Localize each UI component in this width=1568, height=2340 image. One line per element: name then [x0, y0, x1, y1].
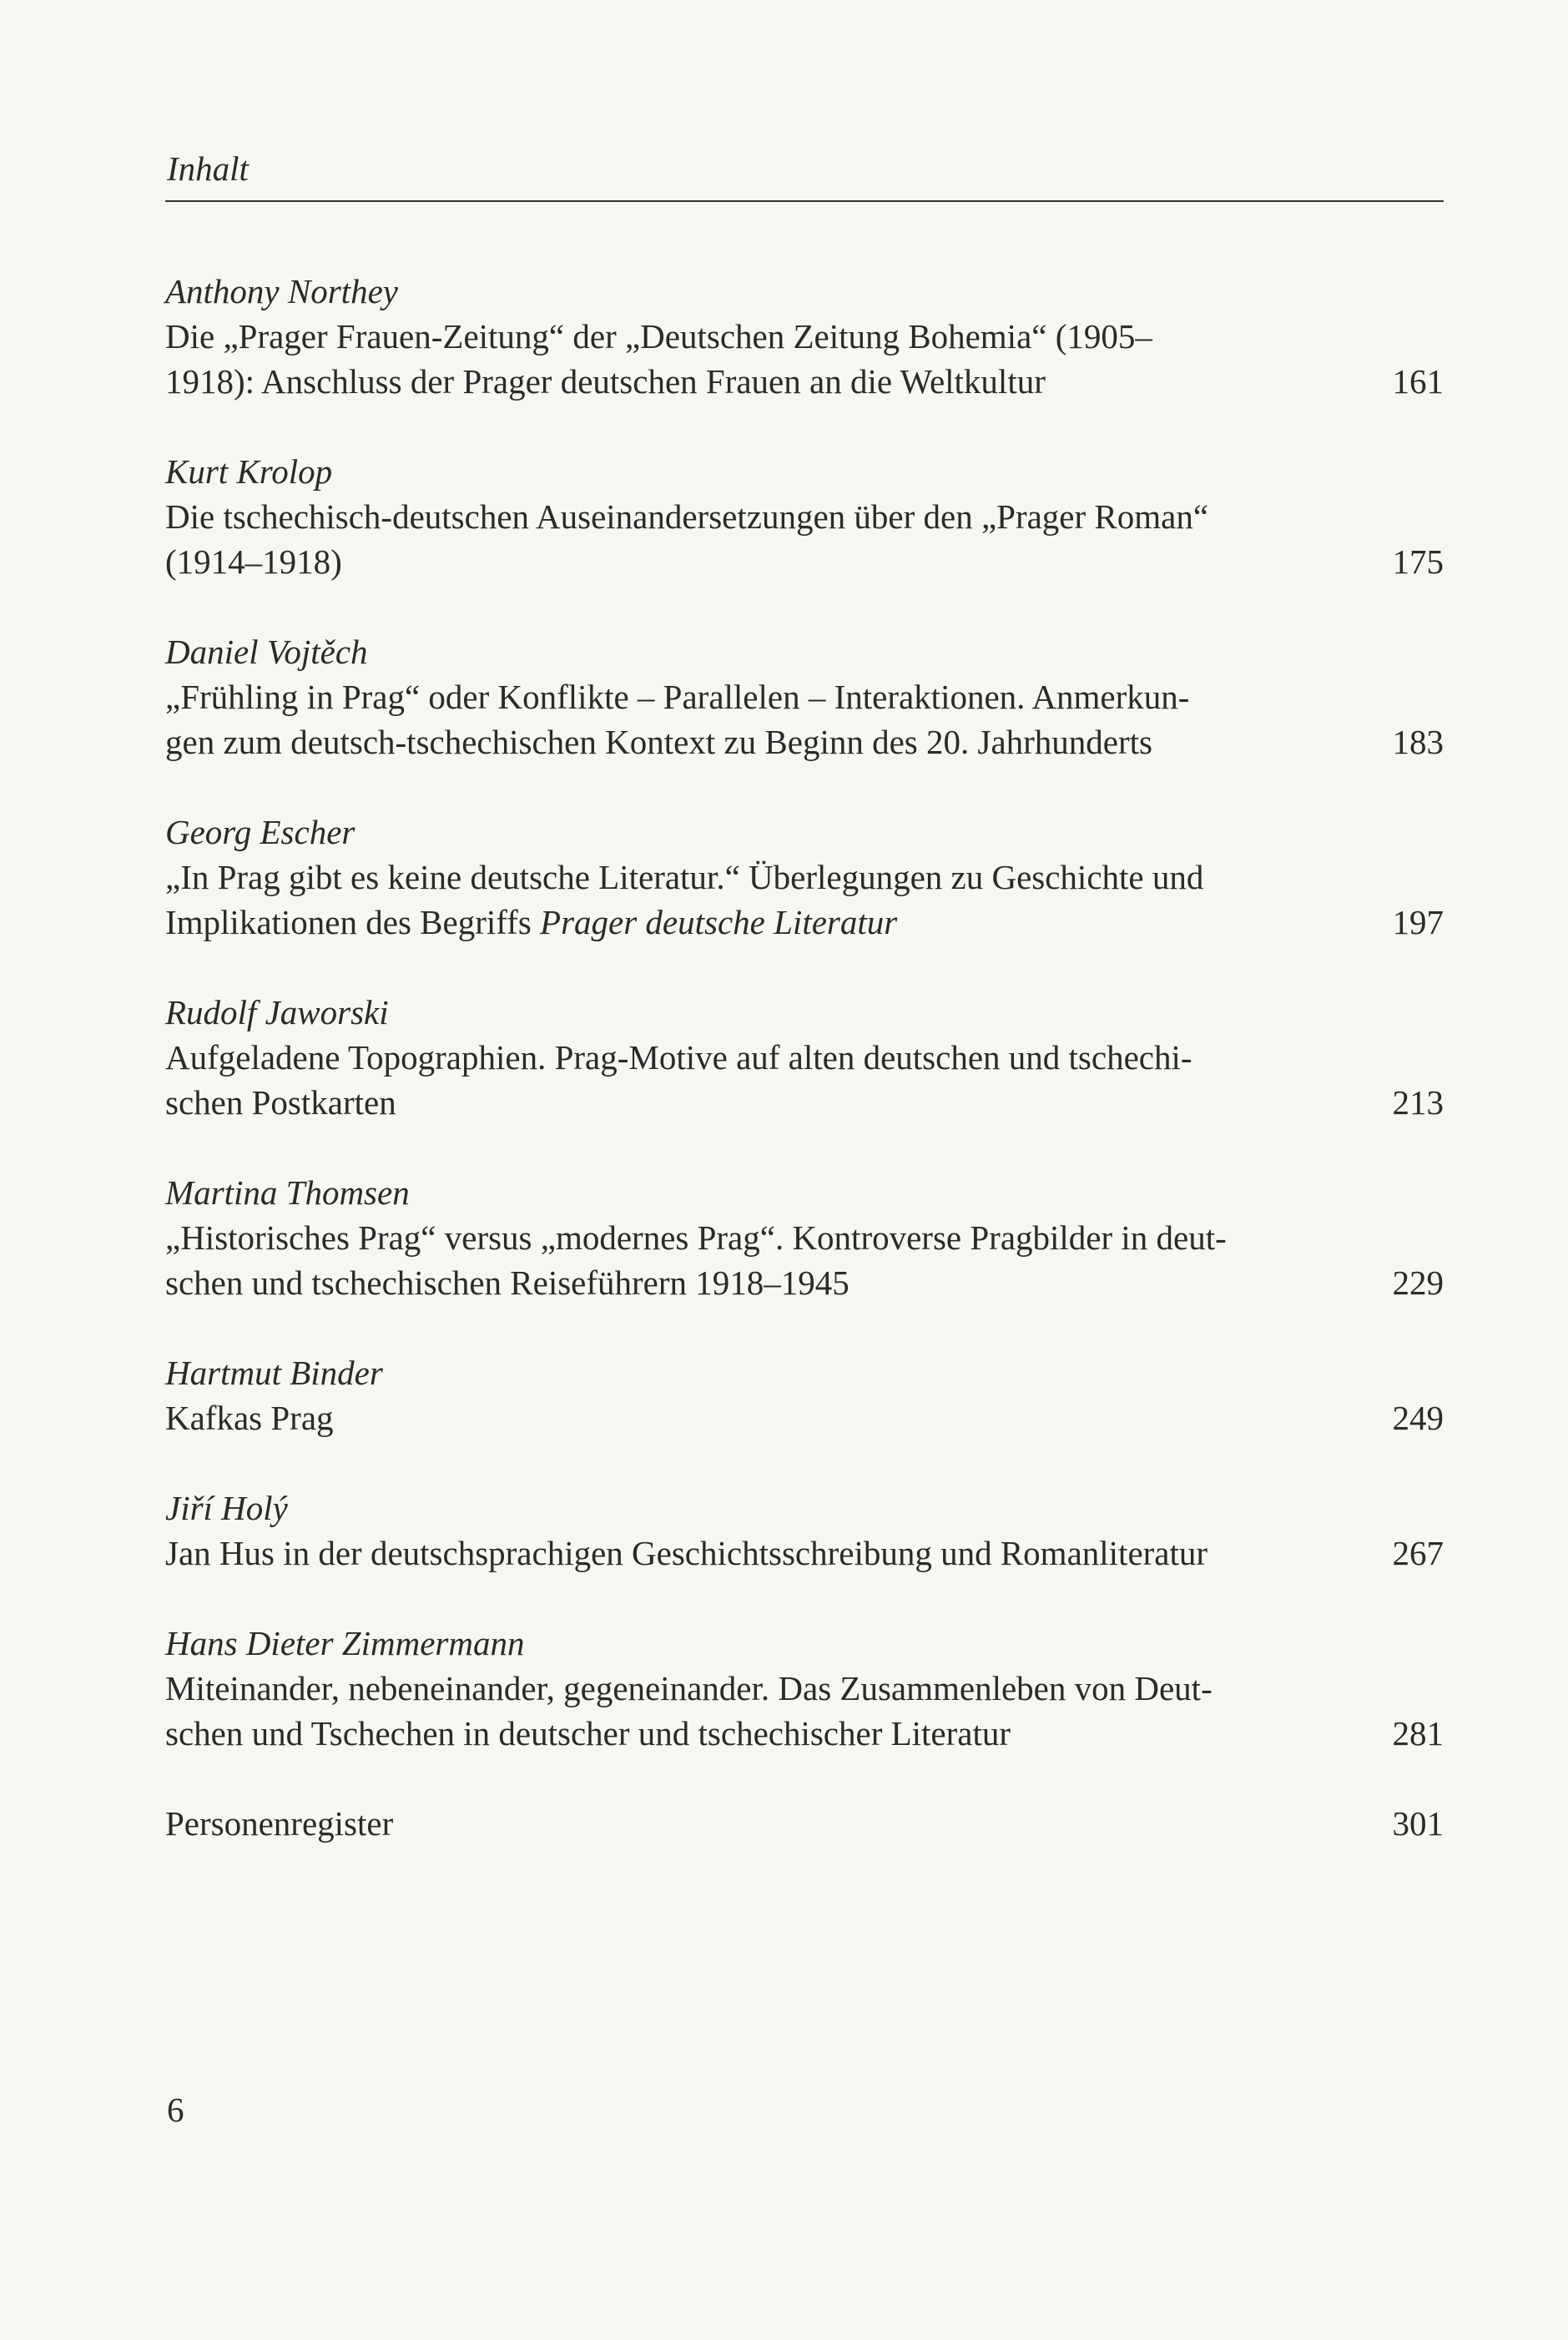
entry-page-number: 213	[1392, 1083, 1444, 1122]
entry-page-number: 249	[1392, 1399, 1444, 1437]
toc-entry	[165, 1485, 1444, 1576]
entry-author: Georg Escher	[165, 813, 355, 851]
register-label: Personenregister	[165, 1804, 394, 1843]
entry-title	[165, 494, 1444, 584]
title-line: Miteinander, nebeneinander, gegeneinander. Das Zusammenleben von Deut-	[165, 1669, 1213, 1707]
entry-page-number: 281	[1392, 1714, 1444, 1752]
entry-page-number: 161	[1392, 362, 1444, 401]
toc-entry	[165, 449, 1444, 584]
table-of-contents	[165, 269, 1444, 1846]
entry-title	[165, 1531, 1444, 1576]
title-line-start: Implikationen des Begriffs	[165, 903, 541, 941]
title-line: „In Prag gibt es keine deutsche Literatur.“ Überlegungen zu Geschichte und	[165, 858, 1204, 896]
entry-author: Martina Thomsen	[165, 1173, 410, 1212]
entry-author: Anthony Northey	[165, 272, 398, 310]
title-line: „Frühling in Prag“ oder Konflikte – Parallelen – Interaktionen. Anmerkun-	[165, 678, 1190, 716]
toc-entry	[165, 269, 1444, 404]
title-line: schen und tschechischen Reiseführern 1918–1945	[165, 1263, 850, 1302]
entry-page-number: 175	[1392, 542, 1444, 581]
toc-entry	[165, 809, 1444, 945]
title-line: 1918): Anschluss der Prager deutschen Frauen an die Weltkultur	[165, 362, 1046, 401]
title-line: schen Postkarten	[165, 1083, 396, 1122]
entry-title	[165, 1035, 1444, 1125]
entry-page-number: 229	[1392, 1263, 1444, 1302]
title-line: (1914–1918)	[165, 542, 342, 581]
entry-title	[165, 855, 1444, 945]
entry-title	[165, 1215, 1444, 1305]
toc-entry	[165, 990, 1444, 1125]
toc-entry	[165, 629, 1444, 764]
title-line: gen zum deutsch-tschechischen Kontext zu Beginn des 20. Jahrhunderts	[165, 723, 1152, 761]
header-rule	[165, 200, 1444, 202]
entry-author: Hans Dieter Zimmermann	[165, 1624, 525, 1662]
entry-author: Jiří Holý	[165, 1489, 288, 1527]
running-head: Inhalt	[167, 149, 249, 188]
entry-page-number: 197	[1392, 903, 1444, 941]
toc-entry-register	[165, 1801, 1444, 1846]
entry-page-number: 267	[1392, 1534, 1444, 1572]
entry-author: Daniel Vojtěch	[165, 633, 368, 671]
title-line: Kafkas Prag	[165, 1399, 334, 1437]
entry-title	[165, 674, 1444, 764]
toc-entry	[165, 1350, 1444, 1440]
entry-title	[165, 314, 1444, 404]
entry-author: Hartmut Binder	[165, 1354, 383, 1392]
entry-page-number: 183	[1392, 723, 1444, 761]
register-page-number: 301	[1392, 1804, 1444, 1843]
title-line	[165, 900, 1334, 945]
title-line: Jan Hus in der deutschsprachigen Geschichtsschreibung und Romanliteratur	[165, 1534, 1208, 1572]
title-italic-term: Prager deutsche Literatur	[540, 903, 898, 941]
title-line: Die „Prager Frauen-Zeitung“ der „Deutschen Zeitung Bohemia“ (1905–	[165, 317, 1152, 356]
title-line: Die tschechisch-deutschen Auseinandersetzungen über den „Prager Roman“	[165, 497, 1209, 536]
title-line: Aufgeladene Topographien. Prag-Motive auf alten deutschen und tschechi-	[165, 1038, 1192, 1077]
page-folio: 6	[167, 2090, 184, 2129]
title-line: „Historisches Prag“ versus „modernes Prag“. Kontroverse Pragbilder in deut-	[165, 1218, 1227, 1257]
entry-author: Kurt Krolop	[165, 452, 333, 491]
title-line: schen und Tschechen in deutscher und tschechischer Literatur	[165, 1714, 1011, 1752]
entry-title	[165, 1395, 1444, 1440]
toc-entry	[165, 1621, 1444, 1756]
entry-title	[165, 1666, 1444, 1756]
entry-author: Rudolf Jaworski	[165, 993, 389, 1031]
toc-entry	[165, 1170, 1444, 1305]
